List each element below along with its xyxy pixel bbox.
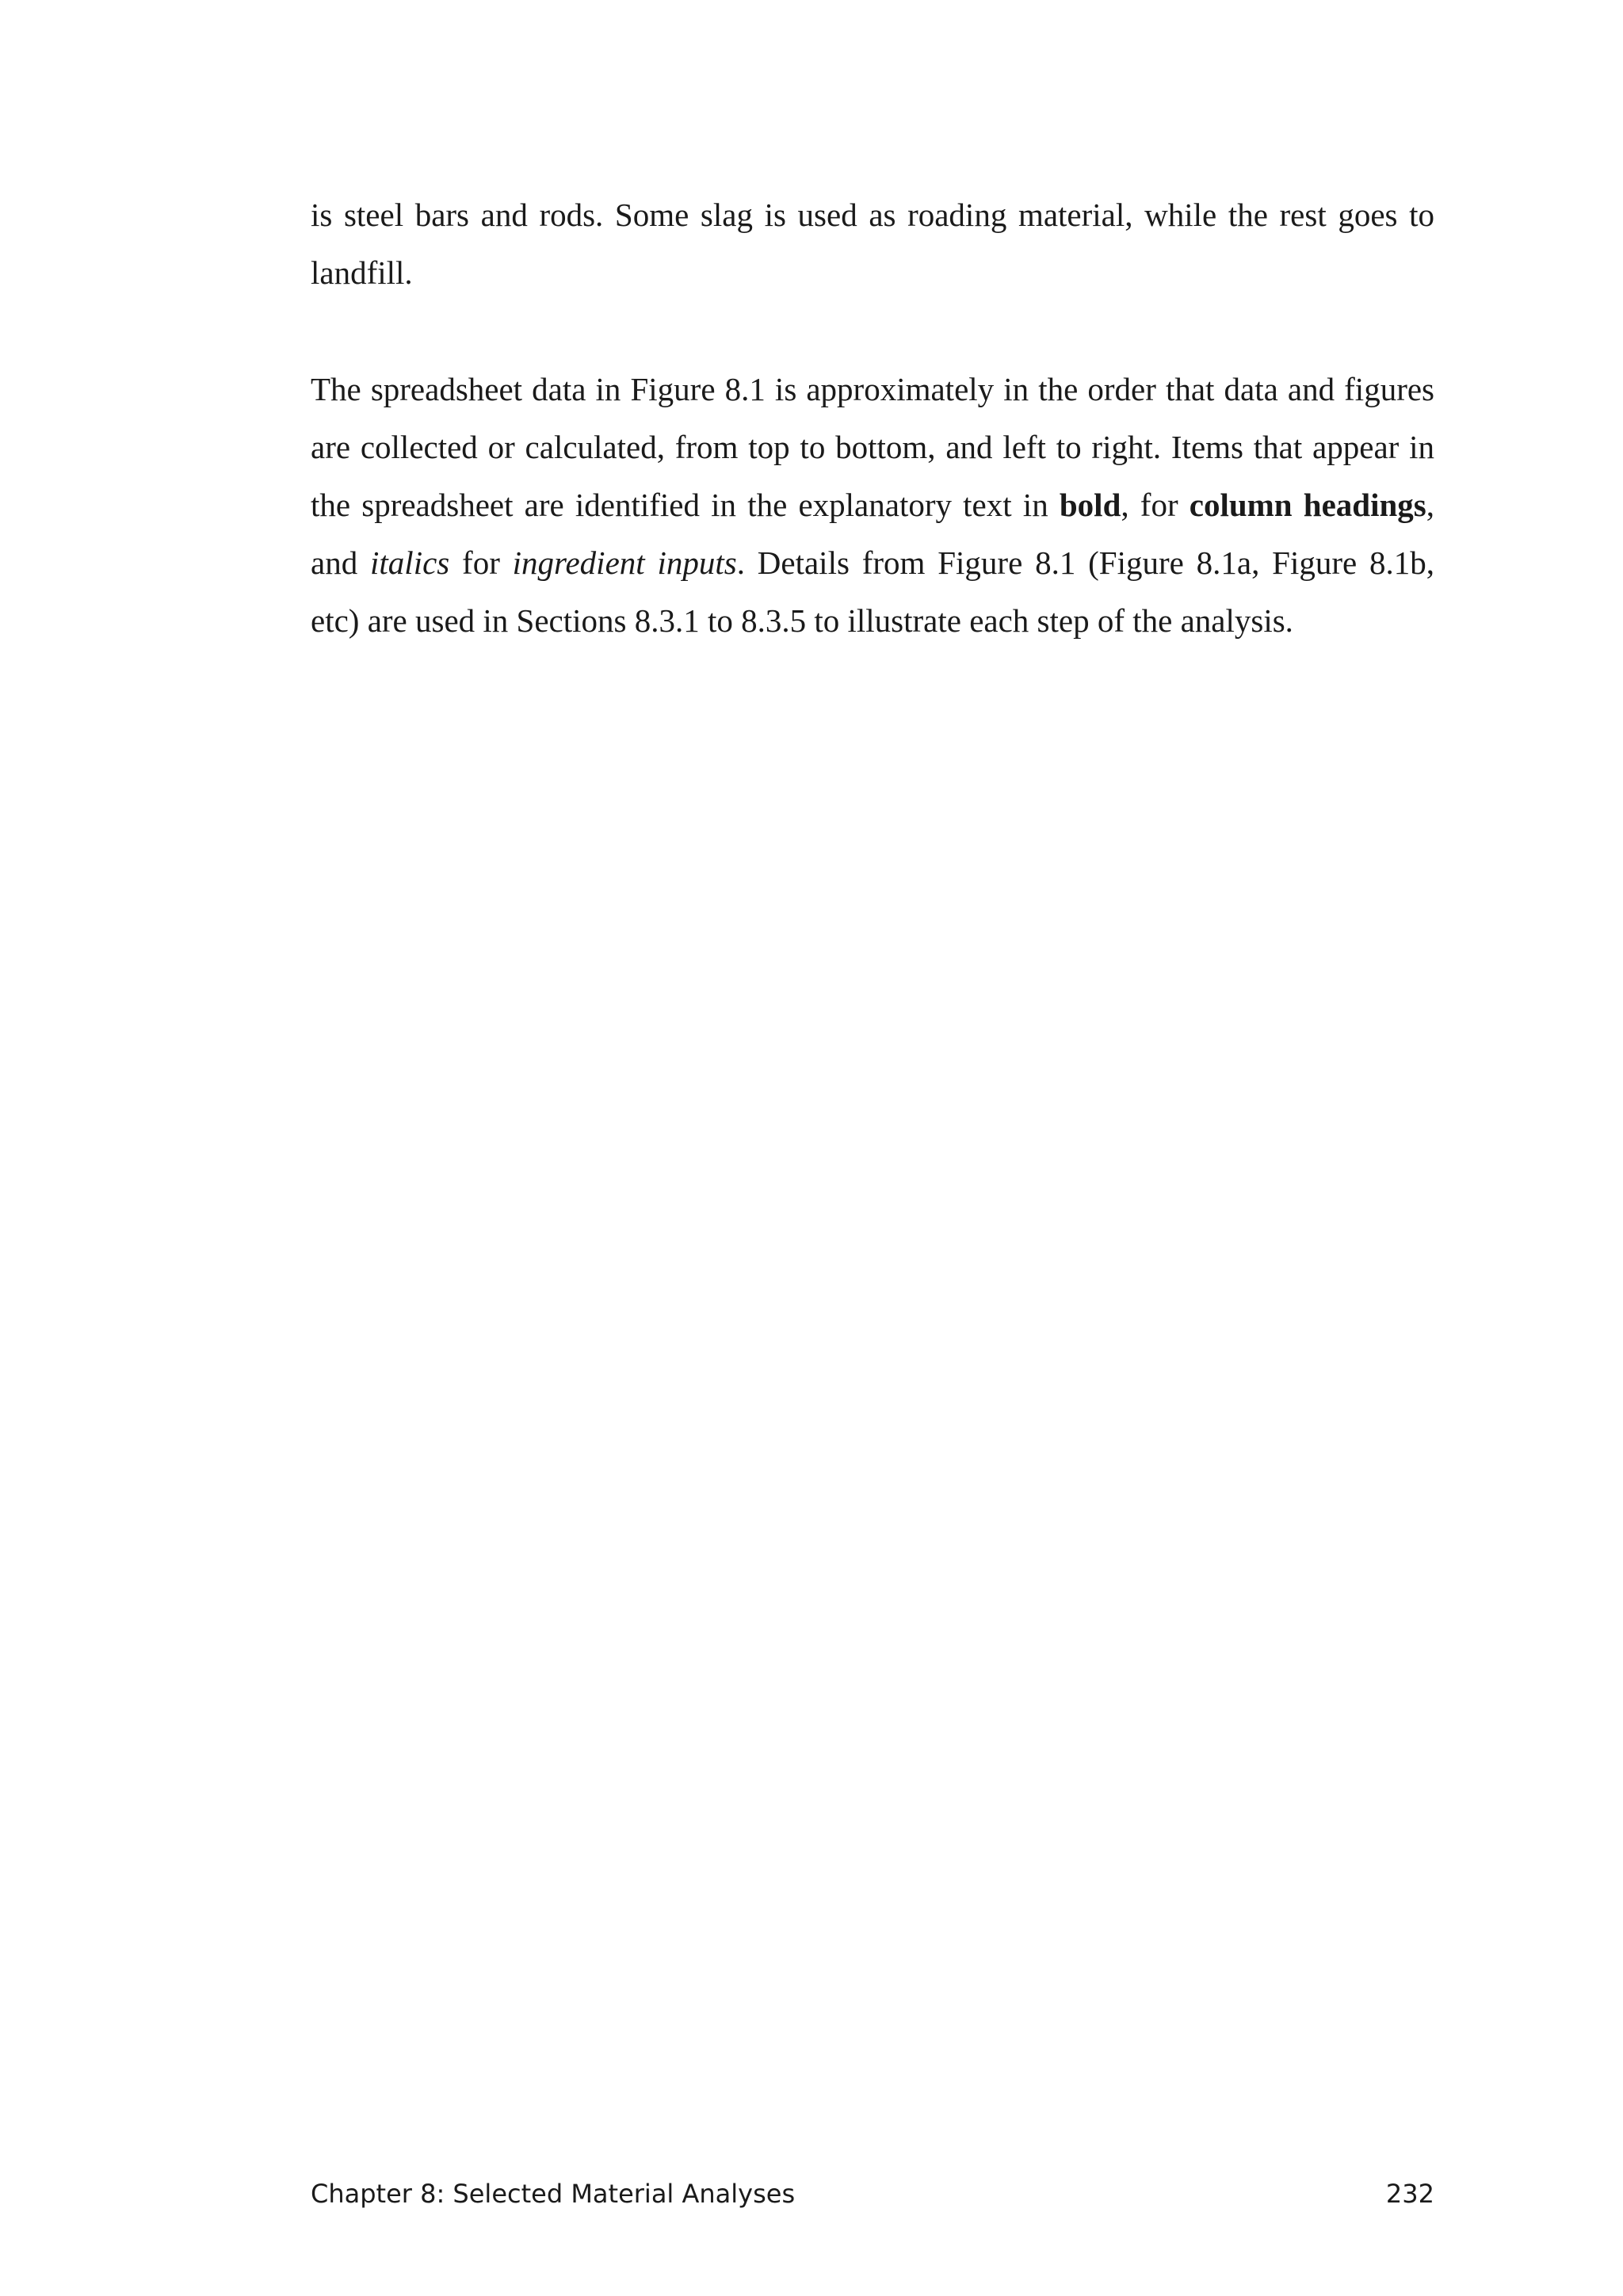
- footer-chapter-title: Chapter 8: Selected Material Analyses: [311, 2179, 796, 2209]
- paragraph-text: The spreadsheet data in Figure 8.1 is approximately in the order that data and figures are collected or calculated, from top to bottom, and left to right. Items that appear in the spreadsheet are identified in the explanatory text in: [311, 371, 1434, 523]
- body-paragraph: [311, 361, 1434, 650]
- paragraph-text: for: [449, 544, 513, 581]
- italic-term: ingredient inputs: [512, 544, 737, 581]
- bold-term: column headings: [1189, 487, 1426, 523]
- page-number: 232: [1385, 2179, 1434, 2209]
- paragraph-text: , and: [311, 487, 1434, 581]
- body-paragraph: [311, 186, 1434, 302]
- italic-term: italics: [370, 544, 450, 581]
- paragraph-text: is steel bars and rods. Some slag is used as roading material, while the rest goes to landfill.: [311, 197, 1434, 291]
- paragraph-text: , for: [1121, 487, 1190, 523]
- bold-term: bold: [1059, 487, 1121, 523]
- paragraph-text: . Details from Figure 8.1 (Figure 8.1a, Figure 8.1b, etc) are used in Sections 8.3.1 to 8.3.5 to illustrate each step of the analysis.: [311, 544, 1434, 639]
